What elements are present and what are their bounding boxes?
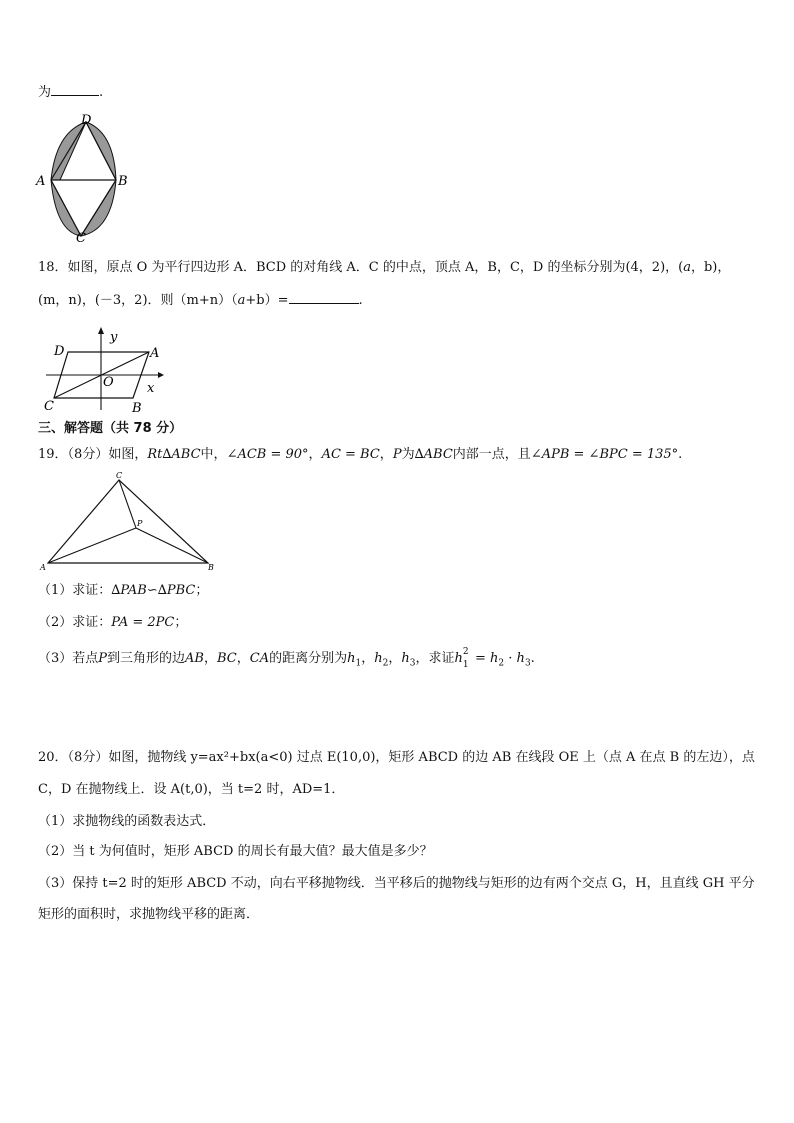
q19-part-3-comma-2: ， — [236, 651, 250, 666]
q19-part-2-label: （2）求证： — [38, 615, 112, 630]
q18-period: . — [358, 293, 363, 308]
q19-h2: h — [374, 651, 383, 666]
q19-part-3-bc: BC — [217, 651, 237, 666]
q18-label-d: D — [54, 344, 65, 359]
q18-y-arrow — [98, 327, 104, 334]
q19-h3-sub: 3 — [409, 658, 416, 669]
q19-part-3-ca: CA — [249, 651, 270, 666]
q19-intro — [38, 446, 682, 464]
q18-label-a: A — [150, 346, 160, 361]
q19-label-c: C — [116, 471, 123, 480]
q19-part-2-end: ； — [174, 615, 188, 630]
q19-comma-2: ， — [379, 447, 393, 462]
q19-point-p: P — [392, 447, 402, 462]
q20-part-2: （2）当 t 为何值时，矩形 ABCD 的周长有最大值？最大值是多少？ — [38, 844, 433, 859]
q19-eq-sub1: 1 — [462, 660, 469, 670]
q19-eq-sub2: 2 — [498, 658, 505, 669]
q19-angles-equal: ∠APB = ∠BPC = 135° — [530, 447, 679, 462]
q17-label-b: B — [118, 174, 128, 189]
q18-var-a-2: a — [237, 293, 246, 308]
q19-rt-triangle: Rt∆ABC — [147, 447, 201, 462]
q19-triangle-abc — [48, 480, 208, 563]
q18-label-b: B — [132, 401, 142, 416]
q17-label-d: D — [81, 113, 92, 128]
q19-part-3-comma-3: ， — [361, 651, 375, 666]
q19-part-2 — [38, 614, 187, 632]
q19-eq-dot: · h — [504, 651, 525, 666]
q19-part-3-text-2: 到三角形的边 — [107, 651, 186, 666]
q19-part-3-end: . — [530, 651, 535, 666]
q19-part-2-math: PA = 2PC — [111, 615, 175, 630]
q19-angle-acb: ∠ACB = 90° — [226, 447, 309, 462]
q19-comma-1: ， — [308, 447, 322, 462]
q19-part-3 — [38, 647, 535, 673]
q17-answer-line — [38, 83, 103, 102]
q19-text-4: 内部一点，且 — [452, 447, 531, 462]
q19-part-1-end: ； — [195, 583, 209, 598]
q19-part-3-comma-4: ， — [388, 651, 402, 666]
q19-triangle-abc: ∆ABC — [414, 447, 453, 462]
q17-period: . — [99, 85, 104, 100]
q19-part-3-comma-1: ， — [204, 651, 218, 666]
q19-eq-rest: = h — [470, 651, 499, 666]
q18-text-1: 18．如图，原点 O 为平行四边形 A．BCD 的对角线 A．C 的中点，顶点 A，B，C，D 的坐标分别为(4，2)，( — [38, 260, 684, 275]
q18-x-arrow — [158, 372, 164, 378]
q19-part-3-text-3: 的距离分别为 — [269, 651, 348, 666]
q17-label-a: A — [36, 174, 46, 189]
q19-eq-sup: 2 — [462, 647, 469, 657]
q18-label-x: x — [147, 381, 155, 396]
q19-h3: h — [401, 651, 410, 666]
q19-text-3: 为 — [401, 447, 415, 462]
q19-eq-h1-scripts — [462, 647, 471, 670]
q18-text-1-end: ，b)， — [690, 260, 731, 275]
q19-ac-eq-bc: AC = BC — [321, 447, 380, 462]
q19-h1-sub: 1 — [355, 658, 362, 669]
q18-label-y: y — [110, 330, 118, 345]
q19-label-p: P — [137, 519, 143, 528]
q18-var-a: a — [683, 260, 691, 275]
q19-part-3-p: P — [98, 651, 108, 666]
q20-part-1: （1）求抛物线的函数表达式． — [38, 814, 216, 829]
section-3-title: 三、解答题（共 78 分） — [38, 421, 183, 436]
q18-label-o: O — [103, 375, 114, 390]
q19-figure — [36, 470, 222, 572]
q19-label-a: A — [40, 563, 46, 572]
q19-part-3-text-1: （3）若点 — [38, 651, 99, 666]
q19-part-3-ab: AB — [185, 651, 204, 666]
q19-part-3-prove: ，求证 — [415, 651, 455, 666]
q19-line-bp — [136, 528, 208, 563]
q19-period: . — [678, 447, 683, 462]
q18-text-2: (m，n)，(－3，2)．则（m+n）（ — [38, 293, 238, 308]
q18-text-2-mid: +b）= — [245, 293, 289, 308]
q17-label-c: C — [76, 231, 86, 244]
q19-line-ap — [48, 528, 136, 563]
q19-part-1 — [38, 582, 208, 600]
q19-h1: h — [347, 651, 356, 666]
q20-part-3-line-2: 矩形的面积时，求抛物线平移的距离． — [38, 907, 260, 922]
q20-line-2: C，D 在抛物线上．设 A(t,0)，当 t=2 时，AD=1． — [38, 782, 345, 797]
q19-text-1: 19．（8分）如图， — [38, 447, 148, 462]
q19-part-1-math: ∆PAB∽∆PBC — [111, 583, 196, 598]
q20-line-1: 20．（8分）如图，抛物线 y=ax²+bx(a<0) 过点 E(10,0)，矩形 ABCD 的边 AB 在线段 OE 上（点 A 在点 B 的左边），点 — [38, 750, 755, 765]
q17-figure — [34, 112, 134, 244]
q19-label-b: B — [208, 563, 214, 572]
q19-part-1-label: （1）求证： — [38, 583, 112, 598]
q18-label-c: C — [44, 399, 54, 414]
q19-eq-h1: h — [454, 651, 463, 666]
q20-part-3-line-1: （3）保持 t=2 时的矩形 ABCD 不动，向右平移抛物线．当平移后的抛物线与矩形的边有两个交点 G，H，且直线 GH 平分 — [38, 876, 755, 891]
q18-line-2 — [38, 291, 363, 310]
q18-figure — [36, 324, 166, 416]
q17-line-da — [51, 122, 86, 180]
q19-eq-sub3: 3 — [524, 658, 531, 669]
q18-answer-blank[interactable] — [289, 291, 359, 304]
q18-line-1 — [38, 259, 730, 277]
q17-text: 为 — [38, 85, 52, 100]
q19-text-2: 中， — [200, 447, 227, 462]
q19-h2-sub: 2 — [382, 658, 389, 669]
q17-answer-blank[interactable] — [51, 83, 99, 96]
